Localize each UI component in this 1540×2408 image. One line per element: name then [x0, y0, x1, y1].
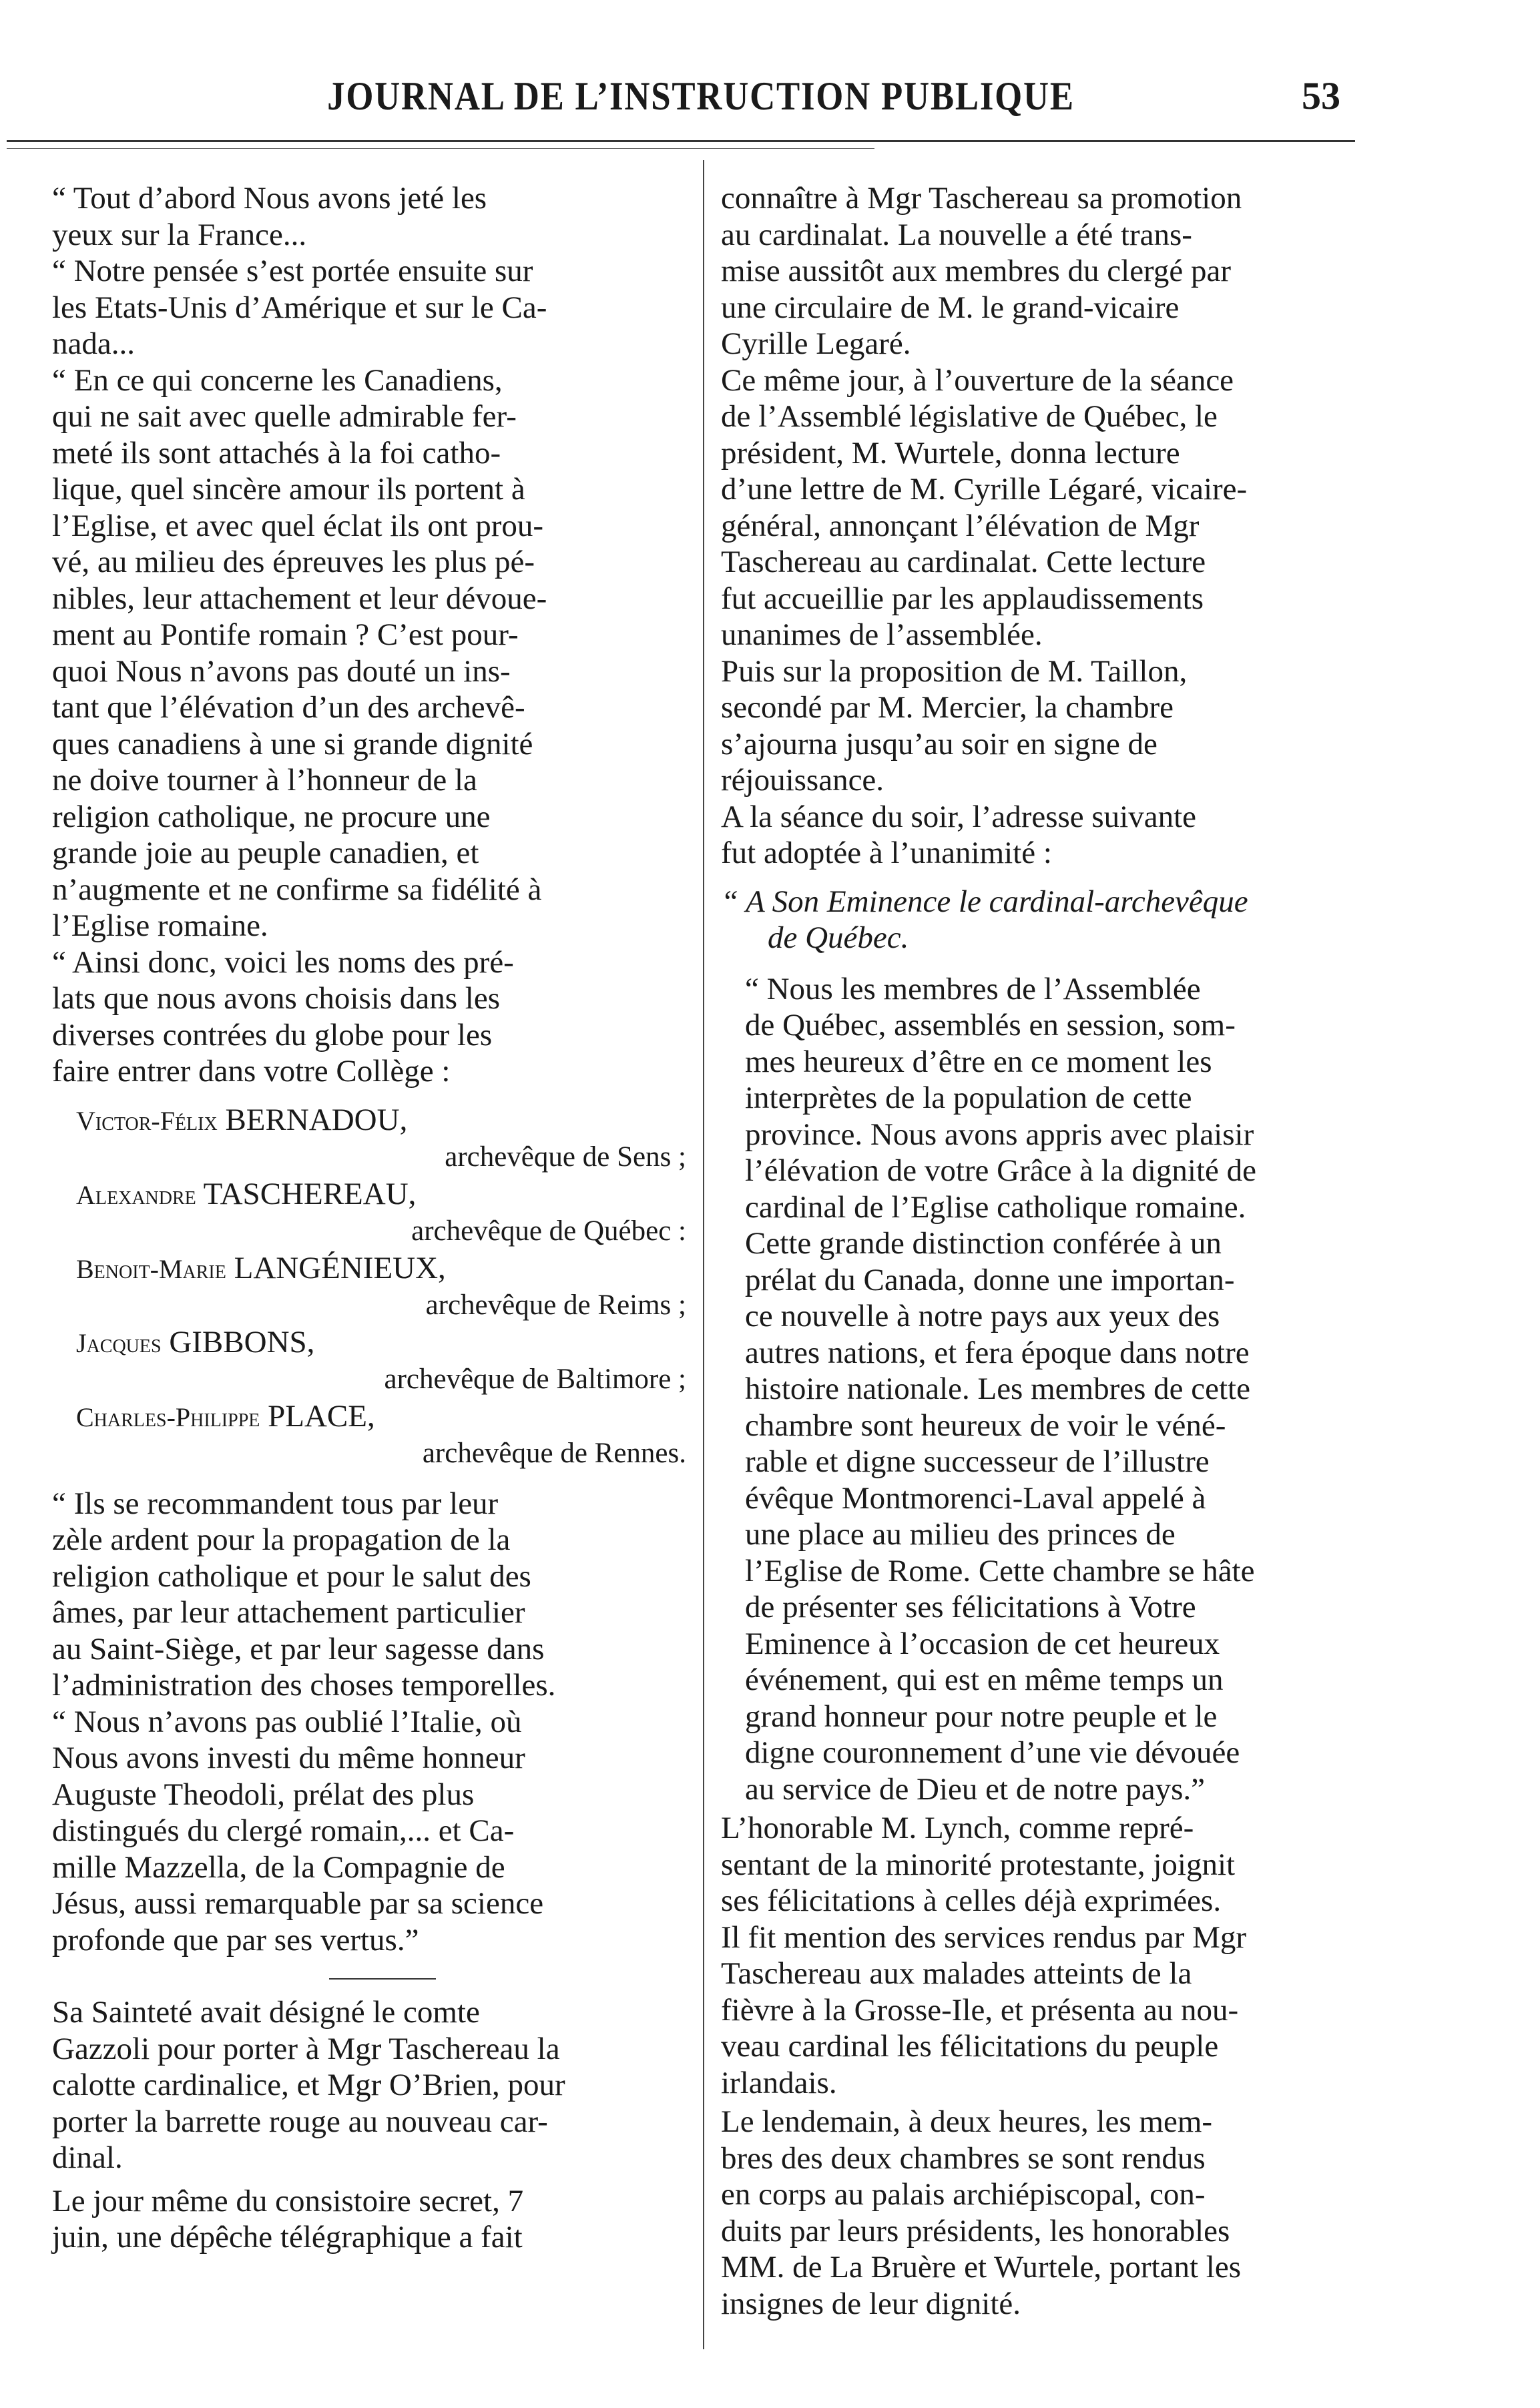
text-line: s’ajourna jusqu’au soir en signe de	[721, 726, 1158, 762]
text-line: faire entrer dans votre Collège :	[52, 1054, 451, 1089]
text-line: Eminence à l’occasion de cet heureux	[745, 1626, 1220, 1661]
text-line: de l’Assemblé législative de Québec, le	[721, 399, 1218, 434]
cardinal-first-name: Benoit-Marie	[76, 1253, 226, 1284]
text-line: unanimes de l’assemblée.	[721, 617, 1043, 652]
text-line: vé, au milieu des épreuves les plus pé-	[52, 545, 535, 579]
text-line: au service de Dieu et de notre pays.”	[745, 1771, 1206, 1807]
address-text	[721, 971, 1388, 1808]
page-number: 53	[1302, 74, 1340, 117]
text-line: digne couronnement d’une vie dévouée	[745, 1735, 1240, 1770]
text-line: province. Nous avons appris avec plaisir	[745, 1117, 1254, 1152]
text-line: veau cardinal les félicitations du peuple	[721, 2029, 1219, 2064]
cardinal-entry	[52, 1102, 713, 1176]
cardinal-first-name: Alexandre	[76, 1179, 196, 1210]
cardinal-entry	[52, 1324, 713, 1398]
text-line: président, M. Wurtele, donna lecture	[721, 435, 1180, 471]
text-line: chambre sont heureux de voir le véné-	[745, 1408, 1226, 1443]
cardinal-entry	[52, 1398, 713, 1472]
text-line: l’administration des choses temporelles.	[52, 1668, 556, 1703]
cardinal-see: archevêque de Québec :	[411, 1215, 686, 1247]
address-title-line-2: de Québec.	[768, 920, 909, 955]
text-line: Jésus, aussi remarquable par sa science	[52, 1886, 544, 1921]
text-line: “ Tout d’abord Nous avons jeté les	[52, 181, 487, 216]
text-line: insignes de leur dignité.	[721, 2286, 1021, 2321]
cardinal-last-name: TASCHEREAU,	[203, 1176, 417, 1211]
cardinal-last-name: GIBBONS,	[169, 1324, 315, 1360]
text-line: L’honorable M. Lynch, comme repré-	[721, 1811, 1194, 1845]
text-line: de Québec, assemblés en session, som-	[745, 1008, 1236, 1042]
text-line: grande joie au peuple canadien, et	[52, 836, 479, 870]
paragraph-taillon	[721, 653, 1388, 799]
text-line: “ Notre pensée s’est portée ensuite sur	[52, 254, 533, 288]
text-line: Gazzoli pour porter à Mgr Taschereau la	[52, 2031, 560, 2066]
text-line: Nous avons investi du même honneur	[52, 1741, 525, 1775]
running-title: JOURNAL DE L’INSTRUCTION PUBLIQUE	[327, 74, 1075, 118]
cardinal-see: archevêque de Sens ;	[445, 1141, 686, 1173]
text-line: ment au Pontife romain ? C’est pour-	[52, 617, 519, 652]
text-line: ses félicitations à celles déjà exprimées.	[721, 1883, 1222, 1918]
text-line: l’Eglise romaine.	[52, 908, 268, 943]
cardinal-last-name: BERNADOU,	[225, 1102, 408, 1137]
text-line: une circulaire de M. le grand-vicaire	[721, 290, 1180, 325]
text-line: bres des deux chambres se sont rendus	[721, 2140, 1206, 2176]
paragraph-assemblee	[721, 362, 1388, 653]
cardinal-first-name: Jacques	[76, 1327, 162, 1358]
text-line: nada...	[52, 326, 135, 361]
text-line: Puis sur la proposition de M. Taillon,	[721, 653, 1188, 689]
text-line: Il fit mention des services rendus par Mgr	[721, 1919, 1247, 1955]
text-line: “ Ainsi donc, voici les noms des pré-	[52, 944, 514, 980]
text-line: ne doive tourner à l’honneur de la	[52, 763, 477, 798]
paragraph-lendemain	[721, 2104, 1388, 2322]
page-header	[0, 63, 1540, 130]
text-line: duits par leurs présidents, les honorables	[721, 2213, 1230, 2248]
text-line: A la séance du soir, l’adresse suivante	[721, 799, 1197, 834]
text-line: interprètes de la population de cette	[745, 1081, 1192, 1115]
text-line: fut adoptée à l’unanimité :	[721, 836, 1052, 870]
text-line: Cyrille Legaré.	[721, 326, 911, 361]
cardinal-first-name: Victor-Félix	[76, 1105, 218, 1136]
papal-allocution-part-1	[52, 180, 713, 1090]
text-line: Ce même jour, à l’ouverture de la séance	[721, 362, 1234, 398]
text-line: les Etats-Unis d’Amérique et sur le Ca-	[52, 290, 547, 325]
cardinal-last-name: PLACE,	[268, 1398, 375, 1434]
text-line: “ Nous les membres de l’Assemblée	[745, 971, 1201, 1006]
address-title	[721, 884, 1388, 956]
text-line: porter la barrette rouge au nouveau car-	[52, 2104, 548, 2139]
text-line: calotte cardinalice, et Mgr O’Brien, pour	[52, 2068, 565, 2102]
text-line: irlandais.	[721, 2065, 837, 2100]
text-line: juin, une dépêche télégraphique a fait	[52, 2220, 523, 2254]
text-line: Cette grande distinction conférée à un	[745, 1226, 1222, 1261]
text-line: prélat du Canada, donne une importan-	[745, 1262, 1235, 1297]
text-line: diverses contrées du globe pour les	[52, 1017, 493, 1052]
text-line: tant que l’élévation d’un des archevê-	[52, 690, 525, 725]
text-line: général, annonçant l’élévation de Mgr	[721, 508, 1200, 543]
text-line: yeux sur la France...	[52, 217, 307, 252]
text-line: grand honneur pour notre peuple et le	[745, 1699, 1218, 1734]
text-line: distingués du clergé romain,... et Ca-	[52, 1813, 515, 1848]
cardinal-see: archevêque de Rennes.	[422, 1438, 686, 1469]
text-line: “ En ce qui concerne les Canadiens,	[52, 362, 503, 398]
text-line: Taschereau au cardinalat. Cette lecture	[721, 545, 1206, 579]
cardinal-see: archevêque de Reims ;	[425, 1289, 686, 1321]
text-line: lique, quel sincère amour ils portent à	[52, 472, 525, 507]
text-line: cardinal de l’Eglise catholique romaine.	[745, 1189, 1246, 1225]
paragraph-consistoire	[52, 2183, 713, 2256]
text-line: connaître à Mgr Taschereau sa promotion	[721, 181, 1242, 216]
header-rule-thin	[7, 148, 874, 149]
right-column	[721, 180, 1388, 2322]
paragraph-seance-soir	[721, 799, 1388, 872]
text-line: d’une lettre de M. Cyrille Légaré, vicaire-	[721, 472, 1248, 507]
text-line: lats que nous avons choisis dans les	[52, 981, 500, 1016]
text-line: Le jour même du consistoire secret, 7	[52, 2183, 524, 2218]
text-line: religion catholique et pour le salut des	[52, 1558, 531, 1594]
text-line: religion catholique, ne procure une	[52, 799, 491, 834]
text-line: meté ils sont attachés à la foi catho-	[52, 435, 501, 471]
address-title-line-1: “ A Son Eminence le cardinal-archevêque	[721, 884, 1248, 919]
text-line: profonde que par ses vertus.”	[52, 1922, 419, 1958]
cardinal-names-list	[52, 1102, 713, 1472]
cardinal-see: archevêque de Baltimore ;	[384, 1364, 686, 1395]
papal-allocution-part-2	[52, 1486, 713, 1959]
text-line: nibles, leur attachement et leur dévoue-	[52, 581, 547, 616]
text-line: rable et digne successeur de l’illustre	[745, 1444, 1210, 1479]
text-line: mise aussitôt aux membres du clergé par	[721, 254, 1231, 288]
text-line: ce nouvelle à notre pays aux yeux des	[745, 1299, 1220, 1333]
text-line: Sa Sainteté avait désigné le comte	[52, 1995, 480, 2030]
text-line: autres nations, et fera époque dans notre	[745, 1335, 1250, 1370]
cardinal-entry	[52, 1176, 713, 1250]
text-line: l’Eglise, et avec quel éclat ils ont prou-	[52, 508, 544, 543]
cardinal-first-name: Charles-Philippe	[76, 1402, 260, 1432]
text-line: au Saint-Siège, et par leur sagesse dans	[52, 1631, 545, 1667]
text-line: “ Ils se recommandent tous par leur	[52, 1486, 499, 1521]
text-line: en corps au palais archiépiscopal, con-	[721, 2177, 1206, 2212]
text-line: fut accueillie par les applaudissements	[721, 581, 1204, 616]
text-line: zèle ardent pour la propagation de la	[52, 1522, 511, 1557]
paragraph-promotion	[721, 180, 1388, 362]
text-line: réjouissance.	[721, 763, 884, 798]
text-line: l’Eglise de Rome. Cette chambre se hâte	[745, 1553, 1255, 1588]
text-line: quoi Nous n’avons pas douté un ins-	[52, 653, 511, 689]
cardinal-last-name: LANGÉNIEUX,	[234, 1250, 446, 1285]
header-rule	[7, 140, 1355, 142]
text-line: de présenter ses félicitations à Votre	[745, 1590, 1196, 1624]
section-divider	[329, 1978, 436, 1980]
text-line: MM. de La Bruère et Wurtele, portant les	[721, 2250, 1242, 2285]
paragraph-calotte	[52, 1994, 713, 2176]
cardinal-entry	[52, 1250, 713, 1324]
paragraph-lynch	[721, 1810, 1388, 2101]
left-column	[52, 180, 713, 2256]
text-line: Taschereau aux malades atteints de la	[721, 1956, 1192, 1991]
text-line: l’élévation de votre Grâce à la dignité de	[745, 1153, 1256, 1188]
text-line: ques canadiens à une si grande dignité	[52, 726, 533, 762]
text-line: “ Nous n’avons pas oublié l’Italie, où	[52, 1704, 522, 1739]
text-line: n’augmente et ne confirme sa fidélité à	[52, 872, 542, 907]
text-line: secondé par M. Mercier, la chambre	[721, 690, 1174, 725]
text-line: évêque Montmorenci-Laval appelé à	[745, 1480, 1206, 1516]
text-line: Auguste Theodoli, prélat des plus	[52, 1777, 475, 1812]
text-line: histoire nationale. Les membres de cette	[745, 1372, 1250, 1406]
text-line: événement, qui est en même temps un	[745, 1663, 1224, 1697]
text-line: fièvre à la Grosse-Ile, et présenta au nou-	[721, 1992, 1239, 2028]
text-line: au cardinalat. La nouvelle a été trans-	[721, 217, 1192, 252]
text-line: qui ne sait avec quelle admirable fer-	[52, 399, 517, 434]
text-line: mille Mazzella, de la Compagnie de	[52, 1849, 505, 1885]
text-line: dinal.	[52, 2140, 123, 2175]
text-line: âmes, par leur attachement particulier	[52, 1595, 525, 1630]
text-line: mes heureux d’être en ce moment les	[745, 1044, 1212, 1079]
text-line: une place au milieu des princes de	[745, 1517, 1176, 1552]
text-line: Le lendemain, à deux heures, les mem-	[721, 2104, 1213, 2139]
text-line: sentant de la minorité protestante, joignit	[721, 1847, 1236, 1882]
